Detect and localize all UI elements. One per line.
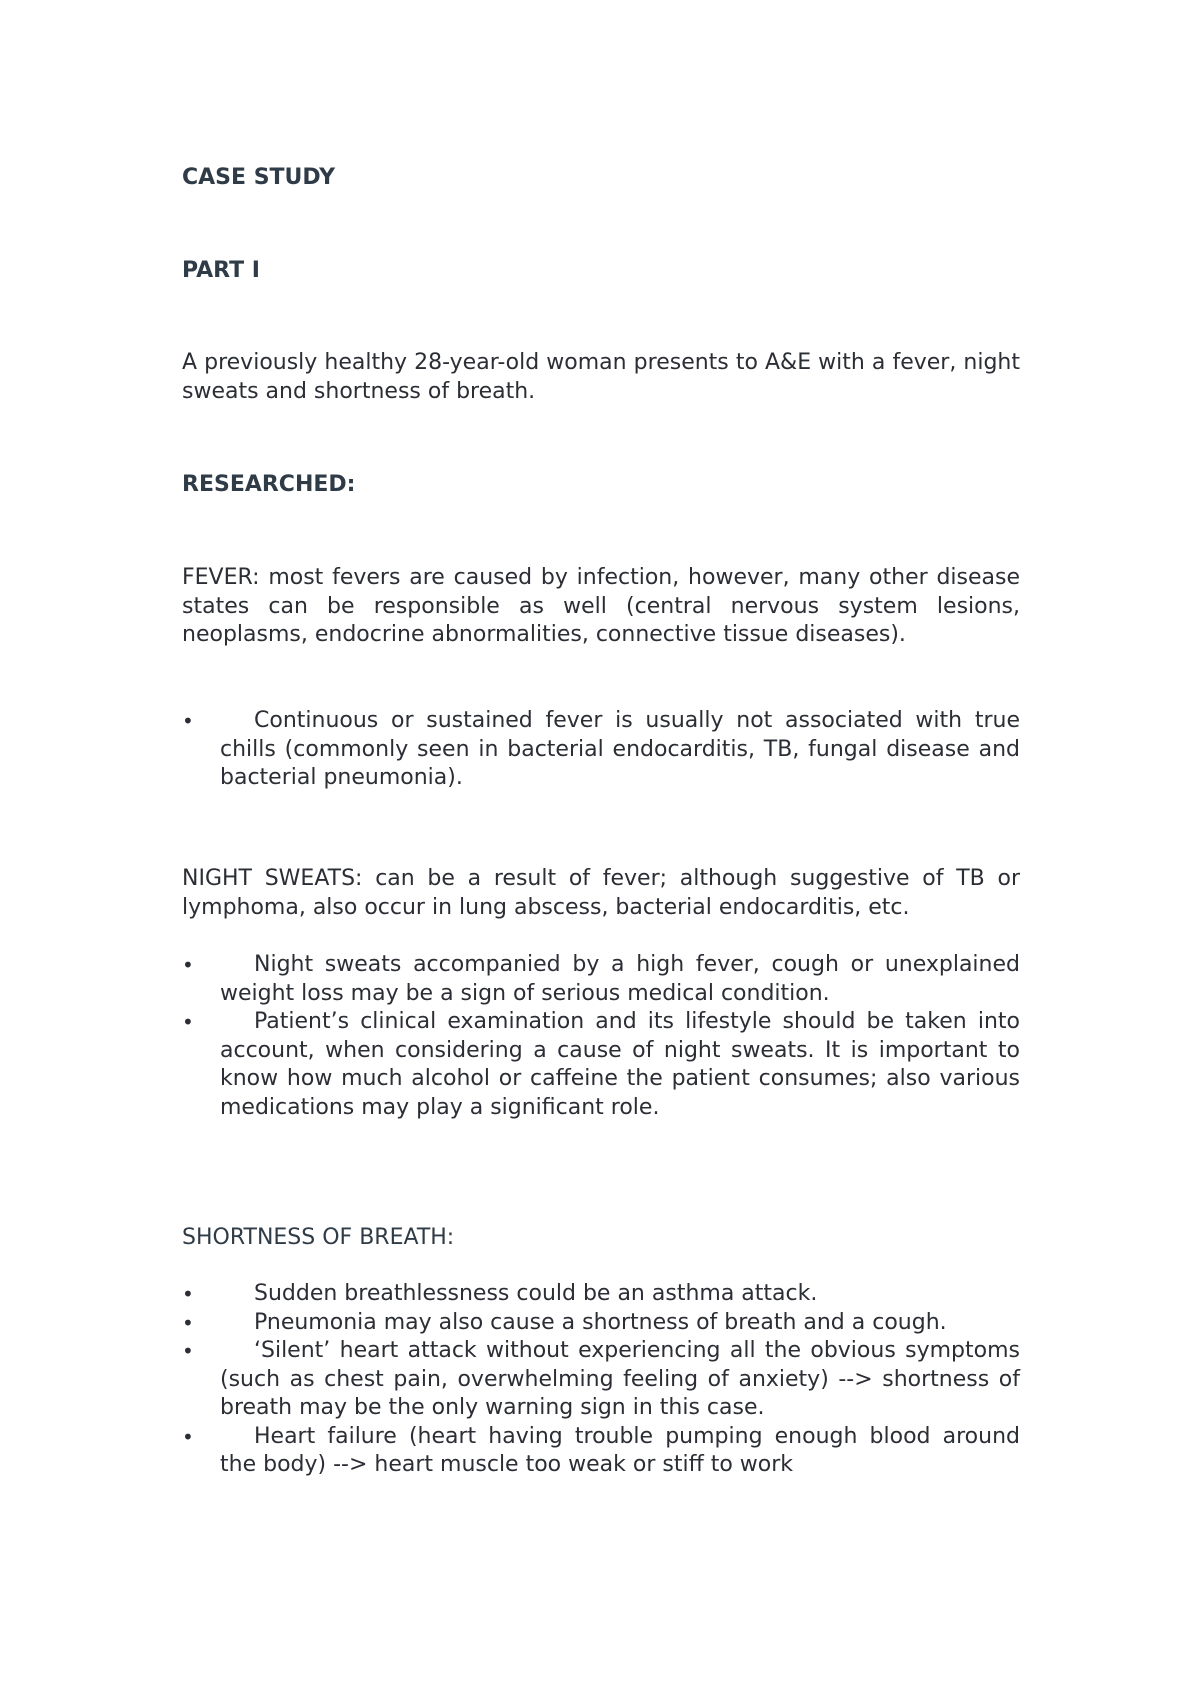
list-item-text: Heart failure (heart having trouble pumping enough blood around the body) --> heart muscle too weak or stiff to work xyxy=(220,1423,1020,1477)
list-item-text: Sudden breathlessness could be an asthma attack. xyxy=(254,1281,818,1306)
shortness-of-breath-bullet-list xyxy=(182,1280,1020,1480)
list-item xyxy=(182,707,1020,793)
fever-bullet-list xyxy=(182,707,1020,793)
bullet-icon: • xyxy=(182,709,194,733)
fever-paragraph: FEVER: most fevers are caused by infection, however, many other disease states can be responsible as well (central nervous system lesions, neoplasms, endocrine abnormalities, connective tissue diseases). xyxy=(182,565,1020,647)
researched-heading: RESEARCHED: xyxy=(182,472,356,497)
list-item xyxy=(182,951,1020,1008)
list-item-text: Pneumonia may also cause a shortness of breath and a cough. xyxy=(254,1309,947,1335)
night-sweats-paragraph: NIGHT SWEATS: can be a result of fever; although suggestive of TB or lymphoma, also occur in lung abscess, bacterial endocarditis, etc. xyxy=(182,866,1020,920)
document-page xyxy=(182,0,1020,1698)
bullet-icon: • xyxy=(182,1310,194,1335)
list-item-text: Night sweats accompanied by a high fever, cough or unexplained weight loss may be a sign of serious medical condition. xyxy=(220,952,1020,1006)
part-heading: PART I xyxy=(182,258,260,283)
shortness-of-breath-heading: SHORTNESS OF BREATH: xyxy=(182,1225,455,1250)
list-item xyxy=(182,1309,1020,1338)
bullet-icon: • xyxy=(182,1339,194,1363)
document-title: CASE STUDY xyxy=(182,165,336,190)
bullet-icon: • xyxy=(182,1282,194,1306)
intro-paragraph: A previously healthy 28-year-old woman presents to A&E with a fever, night sweats and shortness of breath. xyxy=(182,350,1020,404)
list-item xyxy=(182,1337,1020,1423)
bullet-icon: • xyxy=(182,1010,194,1034)
bullet-icon: • xyxy=(182,953,194,977)
list-item-text: Continuous or sustained fever is usually not associated with true chills (commonly seen in bacterial endocarditis, TB, fungal disease and bacterial pneumonia). xyxy=(220,708,1020,790)
list-item xyxy=(182,1008,1020,1122)
list-item-text: Patient’s clinical examination and its lifestyle should be taken into account, when considering a cause of night sweats. It is important to know how much alcohol or caffeine the patient consumes; also various medications may play a significant role. xyxy=(220,1009,1020,1120)
night-sweats-bullet-list xyxy=(182,951,1020,1122)
bullet-icon: • xyxy=(182,1424,194,1449)
list-item xyxy=(182,1280,1020,1309)
list-item-text: ‘Silent’ heart attack without experiencing all the obvious symptoms (such as chest pain, overwhelming feeling of anxiety) --> shortness of breath may be the only warning sign in this case. xyxy=(220,1338,1020,1420)
list-item xyxy=(182,1423,1020,1480)
